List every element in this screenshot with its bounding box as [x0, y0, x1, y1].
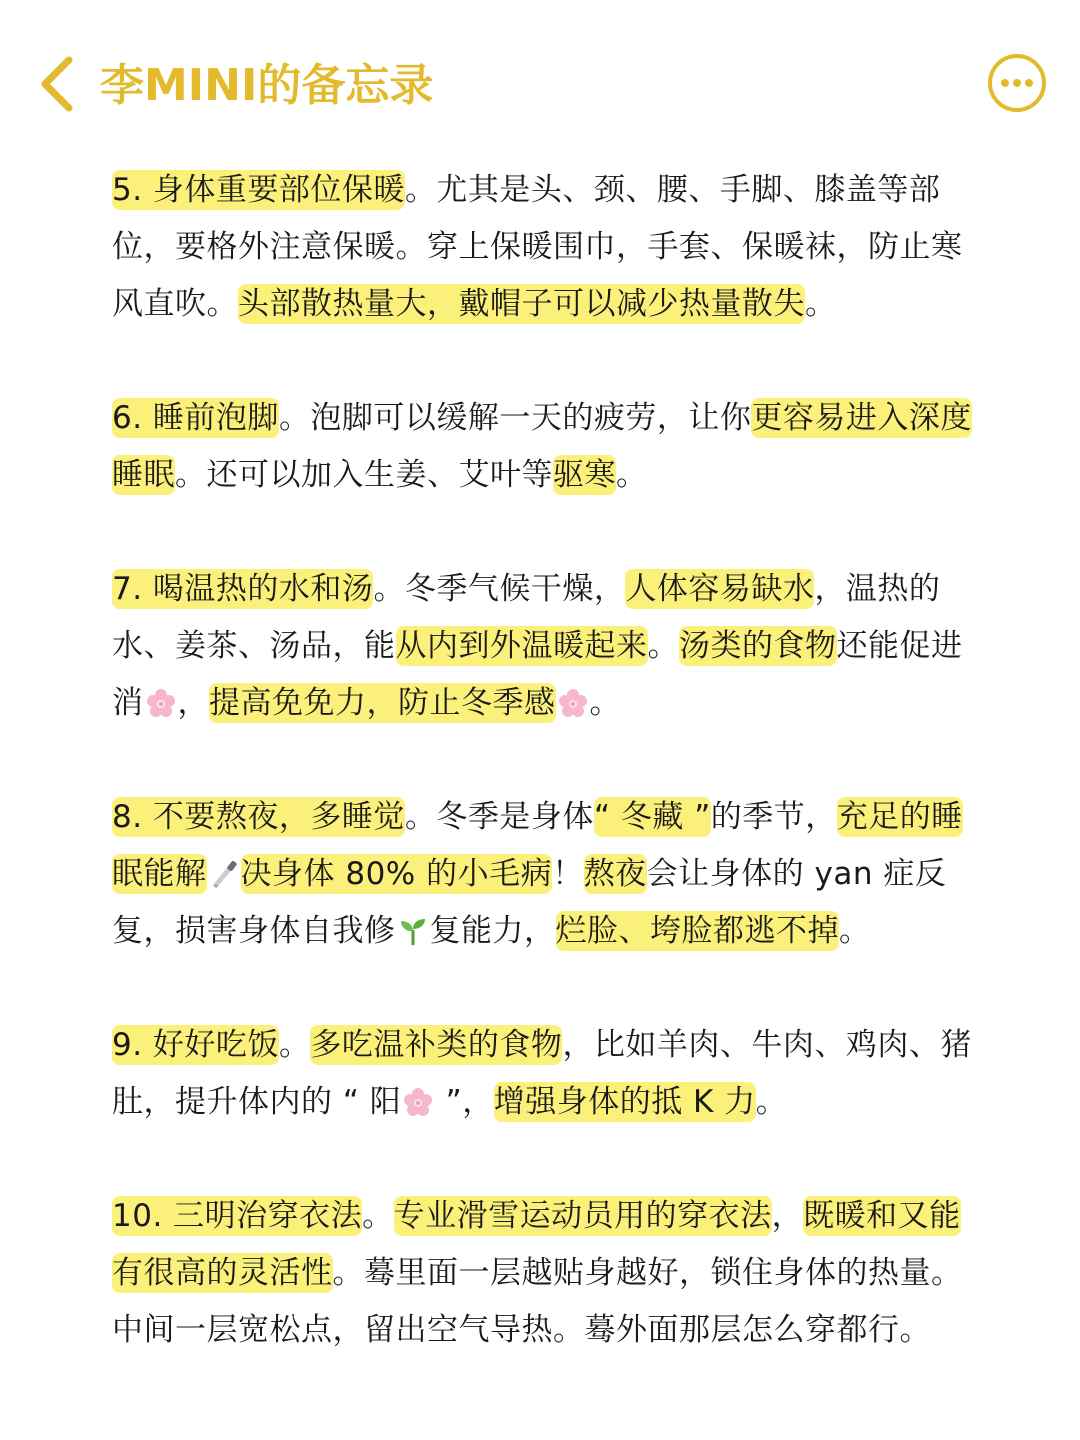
- highlighted-text: 充足的睡眠能解: [112, 799, 963, 892]
- body-text: 。: [278, 1027, 311, 1063]
- page-title: 李MINI的备忘录: [100, 60, 434, 111]
- highlighted-text: 5. 身体重要部位保暖: [112, 172, 405, 208]
- body-text: ，温热的水、姜茶、汤品，能: [112, 571, 941, 664]
- body-text: 。: [839, 913, 871, 949]
- body-text: 。蓦里面一层越贴身越好，锁住身体的热量。中间一层宽松点，留出空气导热。蓦外面那层怎么穿都行。: [112, 1255, 963, 1348]
- highlighted-text: 增强身体的抵 K 力: [493, 1084, 756, 1120]
- body-text: 。: [755, 1084, 788, 1120]
- body-text: ！: [552, 856, 584, 892]
- flower-icon: [402, 1086, 434, 1118]
- more-button[interactable]: [986, 52, 1048, 114]
- flower-icon: [145, 687, 177, 719]
- body-text: 。: [805, 286, 837, 322]
- chevron-left-icon: [37, 54, 77, 114]
- body-text: 的季节，: [710, 799, 837, 835]
- body-text: ，: [177, 685, 209, 721]
- body-text: 还能促进消: [112, 628, 963, 721]
- highlighted-text: “ 冬藏 ”: [593, 799, 711, 835]
- highlighted-text: 8. 不要熬夜，多睡觉: [112, 799, 405, 835]
- seedling-icon: [397, 915, 429, 947]
- knife-icon: [208, 858, 240, 890]
- tip-6: [112, 390, 992, 504]
- highlighted-text: 决身体 80% 的小毛病: [240, 856, 553, 892]
- body-text: ，比如羊肉、牛肉、鸡肉、猪肚，提升体内的 “ 阳: [112, 1027, 972, 1120]
- highlighted-text: 驱寒: [553, 457, 616, 493]
- highlighted-text: 专业滑雪运动员用的穿衣法: [393, 1198, 772, 1234]
- body-text: 。: [616, 457, 648, 493]
- body-text: 。: [589, 685, 621, 721]
- memo-content: [112, 162, 992, 1359]
- highlighted-text: 提高免免力，防止冬季感: [209, 685, 556, 721]
- highlighted-text: 从内到外温暖起来: [395, 628, 648, 664]
- tip-8: [112, 789, 992, 960]
- header: [0, 0, 1080, 150]
- tip-5: [112, 162, 992, 333]
- body-text: 。泡脚可以缓解一天的疲劳，让你: [278, 400, 752, 436]
- body-text: 。冬季气候干燥，: [373, 571, 626, 607]
- more-dots-icon: [986, 52, 1048, 114]
- highlighted-text: 熬夜: [583, 856, 647, 892]
- highlighted-text: 既暖和又能有很高的灵活性: [112, 1198, 961, 1291]
- highlighted-text: 6. 睡前泡脚: [112, 400, 279, 436]
- body-text: ，: [771, 1198, 804, 1234]
- highlighted-text: 多吃温补类的食物: [310, 1027, 563, 1063]
- highlighted-text: 人体容易缺水: [625, 571, 815, 607]
- highlighted-text: 烂脸、垮脸都逃不掉: [555, 913, 839, 949]
- body-text: 。: [647, 628, 679, 664]
- highlighted-text: 汤类的食物: [679, 628, 837, 664]
- tip-10: [112, 1188, 992, 1359]
- body-text: 。冬季是身体: [404, 799, 594, 835]
- body-text: 会让身体的 yan 症反复，损害身体自我修: [112, 856, 947, 949]
- highlighted-text: 7. 喝温热的水和汤: [112, 571, 374, 607]
- back-button[interactable]: [30, 52, 84, 116]
- tip-9: [112, 1017, 992, 1131]
- highlighted-text: 头部散热量大，戴帽子可以减少热量散失: [238, 286, 805, 322]
- body-text: 。尤其是头、颈、腰、手脚、膝盖等部位，要格外注意保暖。穿上保暖围巾，手套、保暖袜，防止寒风直吹。: [112, 172, 963, 322]
- tip-7: [112, 561, 992, 732]
- body-text: ”，: [435, 1084, 494, 1120]
- body-text: 。: [362, 1198, 394, 1234]
- flower-icon: [557, 687, 589, 719]
- body-text: 。还可以加入生姜、艾叶等: [175, 457, 553, 493]
- highlighted-text: 更容易进入深度睡眠: [112, 400, 972, 493]
- highlighted-text: 10. 三明治穿衣法: [112, 1198, 363, 1234]
- body-text: 复能力，: [429, 913, 556, 949]
- highlighted-text: 9. 好好吃饭: [112, 1027, 279, 1063]
